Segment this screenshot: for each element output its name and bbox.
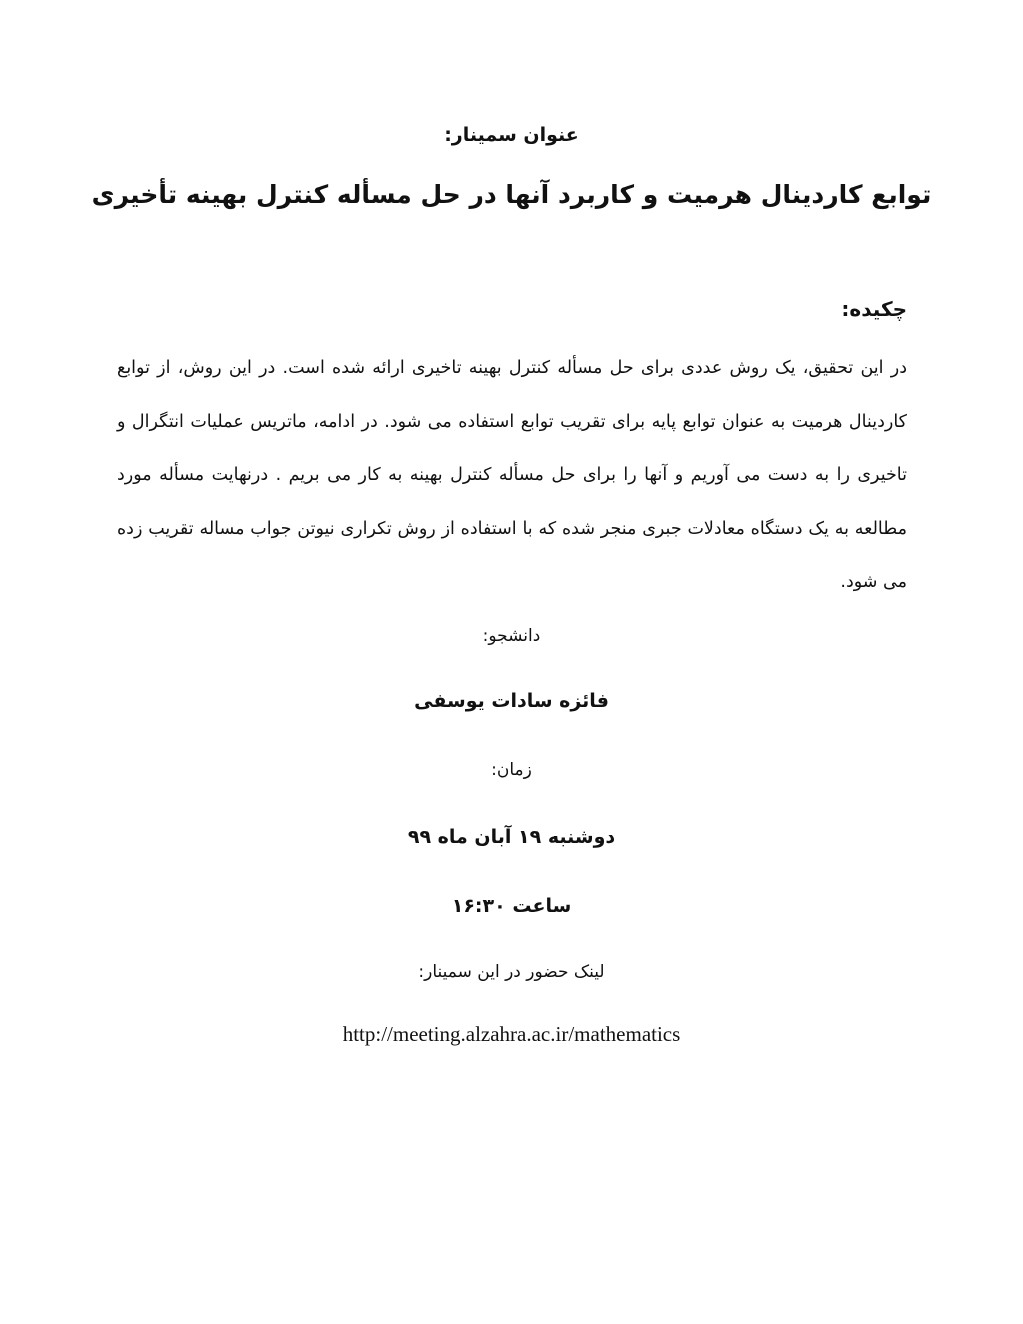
student-name: فائزه سادات یوسفی bbox=[414, 690, 609, 712]
link-label: لینک حضور در این سمینار: bbox=[418, 962, 605, 982]
hour-value: ساعت ۱۶:۳۰ bbox=[451, 895, 572, 917]
student-label: دانشجو: bbox=[482, 626, 541, 646]
time-label: زمان: bbox=[491, 760, 532, 780]
seminar-label: عنوان سمینار: bbox=[444, 124, 579, 146]
date-value: دوشنبه ۱۹ آبان ماه ۹۹ bbox=[407, 826, 616, 848]
seminar-title: توابع کاردینال هرمیت و کاربرد آنها در حل مسأله کنترل بهینه تأخیری bbox=[91, 180, 932, 209]
abstract-heading: چکیده: bbox=[841, 297, 907, 321]
meeting-link[interactable]: http://meeting.alzahra.ac.ir/mathematics bbox=[342, 1022, 681, 1046]
abstract-body: در این تحقیق، یک روش عددی برای حل مسأله کنترل بهینه تاخیری ارائه شده است. در این روش، از توابع کاردینال هرمیت به عنوان توابع پایه برای تقریب توابع استفاده می شود. در ادامه، ماتریس عملیات انتگرال و تاخیری را به دست می آوریم و آنها را برای حل مسأله کنترل بهینه به کار می بریم . درنهایت مسأله مورد مطالعه به یک دستگاه معادلات جبری منجر شده که با استفاده از روش تکراری نیوتن جواب مساله تقریب زده می شود. bbox=[117, 358, 907, 592]
